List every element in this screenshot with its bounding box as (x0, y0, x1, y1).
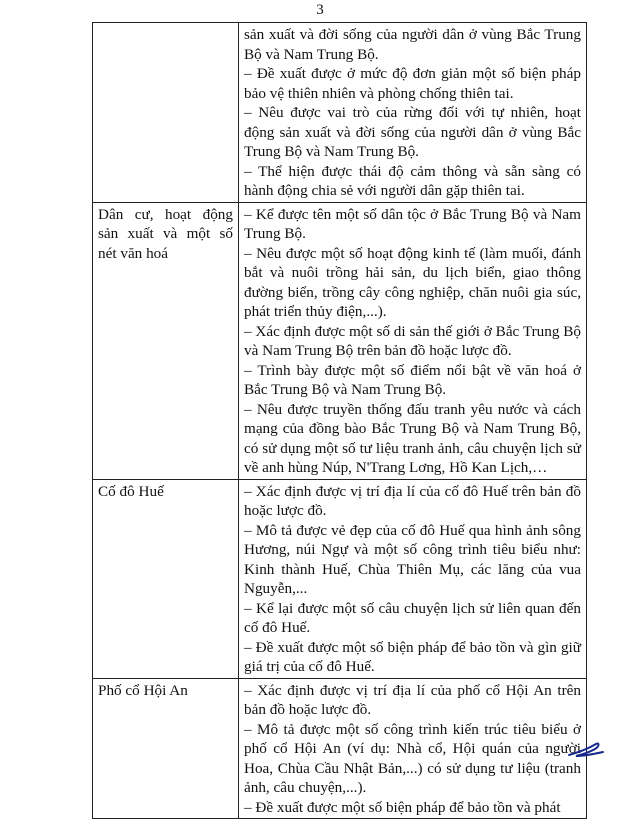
topic-cell: Phố cổ Hội An (93, 678, 239, 819)
objective-item: – Thể hiện được thái độ cảm thông và sẵn sàng có hành động chia sẻ với người dân gặp thiên tai. (244, 162, 581, 199)
page-number: 3 (316, 2, 324, 18)
objective-item: – Nêu được một số hoạt động kinh tế (làm muối, đánh bắt và nuôi trồng hải sản, du lịch biển, giao thông đường biển, trồng cây công nghiệp, chăn nuôi gia súc, phát triển thủy điện,...). (244, 244, 581, 320)
objective-item: – Mô tả được một số công trình kiến trúc tiêu biểu ở phố cổ Hội An (ví dụ: Nhà cổ, Hội quán của người Hoa, Chùa Cầu Nhật Bản,...) có sử dụng tư liệu (tranh ảnh, câu chuyện,...). (244, 720, 581, 796)
objective-item: – Xác định được một số di sản thế giới ở Bắc Trung Bộ và Nam Trung Bộ trên bản đồ hoặc lược đồ. (244, 322, 581, 359)
objective-item: – Xác định được vị trí địa lí của phố cổ Hội An trên bản đồ hoặc lược đồ. (244, 681, 581, 718)
objective-item: – Nêu được vai trò của rừng đối với tự nhiên, hoạt động sản xuất và đời sống của người dân ở vùng Bắc Trung Bộ và Nam Trung Bộ. (244, 104, 581, 160)
curriculum-table (92, 22, 587, 819)
table-row (93, 479, 587, 678)
objective-item: – Xác định được vị trí địa lí của cố đô Huế trên bản đồ hoặc lược đồ. (244, 482, 581, 519)
objective-item: – Đề xuất được ở mức độ đơn giản một số biện pháp bảo vệ thiên nhiên và phòng chống thiên tai. (244, 65, 581, 102)
signature-mark (566, 738, 606, 760)
table-row (93, 202, 587, 479)
objective-item: – Đề xuất được một số biện pháp để bảo tồn và gìn giữ giá trị của cố đô Huế. (244, 638, 581, 675)
objective-item: – Nêu được truyền thống đấu tranh yêu nước và cách mạng của đồng bào Bắc Trung Bộ và Nam Trung Bộ, có sử dụng một số tư liệu tranh ảnh, câu chuyện lịch sử về anh hùng Núp, N'Trang Lơng, Hồ Kan Lịch,… (244, 400, 581, 476)
objectives-cell (239, 678, 587, 819)
objective-item: – Kể được tên một số dân tộc ở Bắc Trung Bộ và Nam Trung Bộ. (244, 205, 581, 242)
objectives-cell (239, 23, 587, 203)
topic-cell: Dân cư, hoạt động sản xuất và một số nét văn hoá (93, 202, 239, 479)
table-row (93, 23, 587, 203)
objective-item: – Kể lại được một số câu chuyện lịch sử liên quan đến cố đô Huế. (244, 599, 581, 636)
topic-cell (93, 23, 239, 203)
objective-item: – Trình bày được một số điểm nổi bật về văn hoá ở Bắc Trung Bộ và Nam Trung Bộ. (244, 361, 581, 398)
topic-cell: Cố đô Huế (93, 479, 239, 678)
table-row (93, 678, 587, 819)
objectives-cell (239, 479, 587, 678)
objective-item: – Đề xuất được một số biện pháp để bảo tồn và phát (244, 798, 561, 816)
objectives-cell (239, 202, 587, 479)
objective-item: – Mô tả được vẻ đẹp của cố đô Huế qua hình ảnh sông Hương, núi Ngự và một số công trình tiêu biểu như: Kinh thành Huế, Chùa Thiên Mụ, các lăng của vua Nguyễn,... (244, 521, 581, 597)
objective-item: sản xuất và đời sống của người dân ở vùng Bắc Trung Bộ và Nam Trung Bộ. (244, 26, 581, 63)
